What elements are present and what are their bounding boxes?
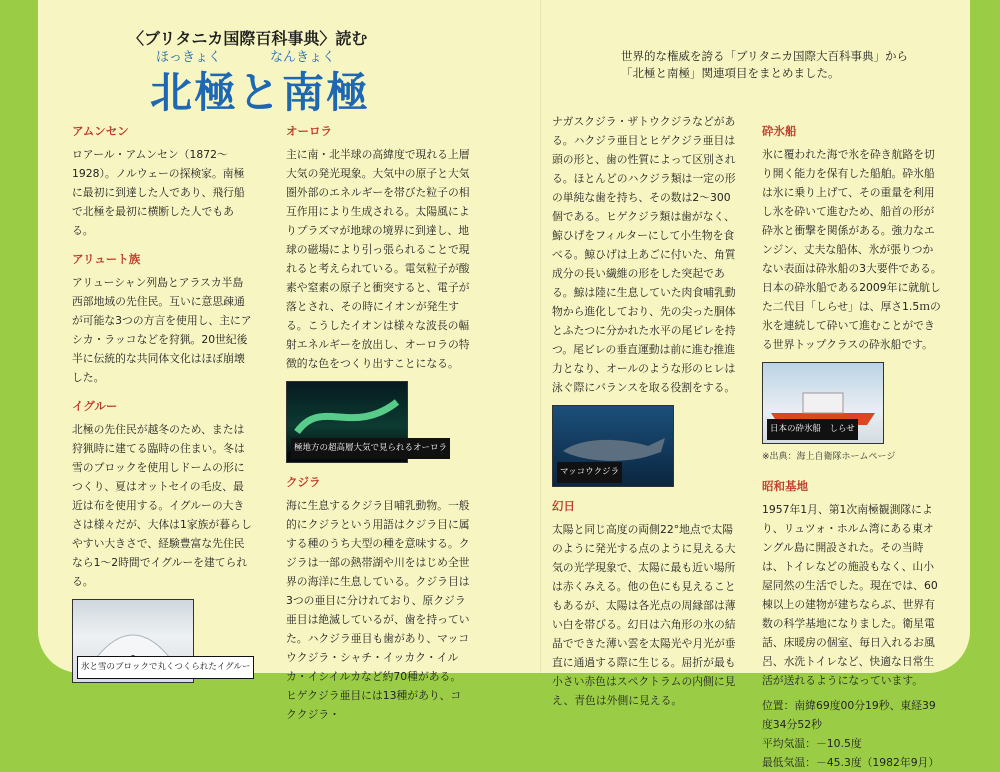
column-3 (552, 112, 736, 716)
aurora-photo (286, 381, 448, 463)
showa-avg-temp: 平均気温：－10.5度 (762, 737, 862, 750)
page-fold (540, 0, 542, 673)
aurora-caption: 極地方の超高層大気で見られるオーロラ (291, 438, 450, 459)
entry-body-whale-continued: ナガスクジラ・ザトウクジラなどがある。ハクジラ亜目とヒゲクジラ亜目は頭の形と、歯の性質によって区別される。ほとんどのハクジラ類は一定の形の単純な歯を持ち、その数は2～300個である。ヒゲクジラ類は歯がなく、鯨ひげをフィルターにして小生物を食べる。鯨ひげは上あごに付いた、角質成分の長い繊維の形をした突起である。鯨は陸に生息していた肉食哺乳動物から進化しており、先の尖った胴体とふたつに分かれた水平の尾ビレを持つ。尾ビレの垂直運動は前に進む推進力となり、オールのような形のヒレは泳ぐ際にバランスを取る役割をする。 (552, 115, 736, 394)
whale-photo (552, 405, 674, 487)
ship-caption: 日本の砕氷船 しらせ (767, 419, 858, 440)
entry-body-aleut: アリューシャン列島とアラスカ半島西部地域の先住民。互いに意思疎通が可能な3つの方言を使用し、主にアシカ・ラッコなどを狩猟。20世紀後半に伝統的な共同体文化はほぼ崩壊した。 (72, 276, 252, 384)
intro-text: 世界的な権威を誇る「ブリタニカ国際大百科事典」から「北極と南極」関連項目をまとめました。 (621, 49, 909, 80)
title-ruby-south: なんきょく (270, 50, 336, 65)
entry-heading-showa: 昭和基地 (762, 479, 808, 493)
entry-body-aurora: 主に南・北半球の高緯度で現れる上層大気の発光現象。大気中の原子と大気圏外部のエネルギーを帯びた粒子の相互作用により生成される。太陽風によりプラズマが地球の境界に到達し、地球の磁場により引っ張られることで現れると考えられている。電気粒子が酸素や窒素の原子と衝突すると、電子が落とされ、その時にイオンが発生する。こうしたイオンは様々な波長の輻射エネルギーを放出し、オーロラの特徴的な色をつくり出すことになる。 (286, 148, 470, 370)
entry-heading-icebreaker: 砕氷船 (762, 124, 797, 138)
entry-body-icebreaker: 氷に覆われた海で氷を砕き航路を切り開く能力を保有した船舶。砕氷船は氷に乗り上げて、その重量を利用し氷を砕いて進むため、船首の形が砕氷と衝撃を関係がある。強力なエンジン、丈夫な船体、氷が張りつかない表面は砕氷船の3大要件である。日本の砕氷船である2009年に就航した二代目「しらせ」は、厚さ1.5ｍの氷を連続して砕いて進むことができる世界トップクラスの砕氷船です。 (762, 148, 942, 351)
igloo-caption: 氷と雪のブロックで丸くつくられたイグルー (77, 656, 254, 679)
entry-body-parhelion: 太陽と同じ高度の両側22°地点で太陽のように発光する点のように見える大気の光学現象で、太陽に最も近い場所は赤くみえる。他の色にも見えることもあるが、太陽は各光点の周縁部は薄い白を帯びる。幻日は六角形の氷の結晶でできた薄い雲を太陽光や月光が垂直に通過する際に生じる。屈折が最も小さい赤色はスペクトラムの内側に見え、青色は外側に見える。 (552, 523, 736, 707)
column-1 (72, 112, 252, 687)
entry-heading-igloo: イグルー (72, 399, 118, 413)
whale-caption: マッコウクジラ (557, 462, 622, 483)
showa-min-temp: 最低気温：－45.3度（1982年9月） (762, 756, 940, 769)
book-subtitle: 〈ブリタニカ国際百科事典〉読む (128, 29, 368, 48)
entry-heading-amundsen: アムンセン (72, 124, 129, 138)
entry-heading-aurora: オーロラ (286, 124, 332, 138)
entry-heading-parhelion: 幻日 (552, 499, 575, 513)
column-2 (286, 112, 470, 730)
igloo-photo (72, 599, 251, 683)
entry-body-igloo: 北極の先住民が越冬のため、または狩猟時に建てる臨時の住まい。冬は雪のブロックを使用しドームの形につくり、夏はオットセイの毛皮、最近は布を使用する。イグルーの大きさは様々だが、大体は1家族が暮らしやすい大きさで、経験豊富な先住民なら1～2時間でイグルーを建てられる。 (72, 423, 252, 588)
entry-body-amundsen: ロアール・アムンセン（1872～1928）。ノルウェーの探検家。南極に最初に到達した人であり、飛行船で北極を最初に横断した人でもある。 (72, 148, 245, 237)
showa-position: 位置：南緯69度00分19秒、東経39度34分52秒 (762, 699, 936, 731)
column-4 (762, 112, 942, 772)
entry-heading-aleut: アリュート族 (72, 252, 141, 266)
ship-credit: ※出典：海上自衛隊ホームページ (762, 452, 896, 462)
entry-body-whale: 海に生息するクジラ目哺乳動物。一般的にクジラという用語はクジラ目に属する種のうち大型の種を意味する。クジラは一部の熱帯湖や川をはじめ全世界の海洋に生息している。クジラ目は3つの亜目に分けれており、原クジラ亜目は絶滅しているが、歯を持っていた。ハクジラ亜目も歯があり、マッコウクジラ・シャチ・イッカク・イルカ・イシイルカなど約70種がある。ヒゲクジラ亜目には13種があり、コククジラ・ (286, 499, 470, 721)
page-title: 北極と南極 (150, 68, 371, 117)
entry-heading-whale: クジラ (286, 475, 321, 489)
spread-page (38, 0, 970, 769)
entry-body-showa: 1957年1月、第1次南極観測隊により、リュツォ・ホルム湾にある東オングル島に開設された。その当時は、トイレなどの施設もなく、山小屋同然の生活でした。現在では、60棟以上の建物が建ちならぶ、世界有数の科学基地になりました。衛星電話、床暖房の個室、毎日入れるお風呂、水洗トイレなど、快適な日常生活が送れるようになっています。 (762, 503, 938, 687)
ship-photo (762, 362, 884, 444)
title-ruby-north: ほっきょく (156, 50, 222, 65)
